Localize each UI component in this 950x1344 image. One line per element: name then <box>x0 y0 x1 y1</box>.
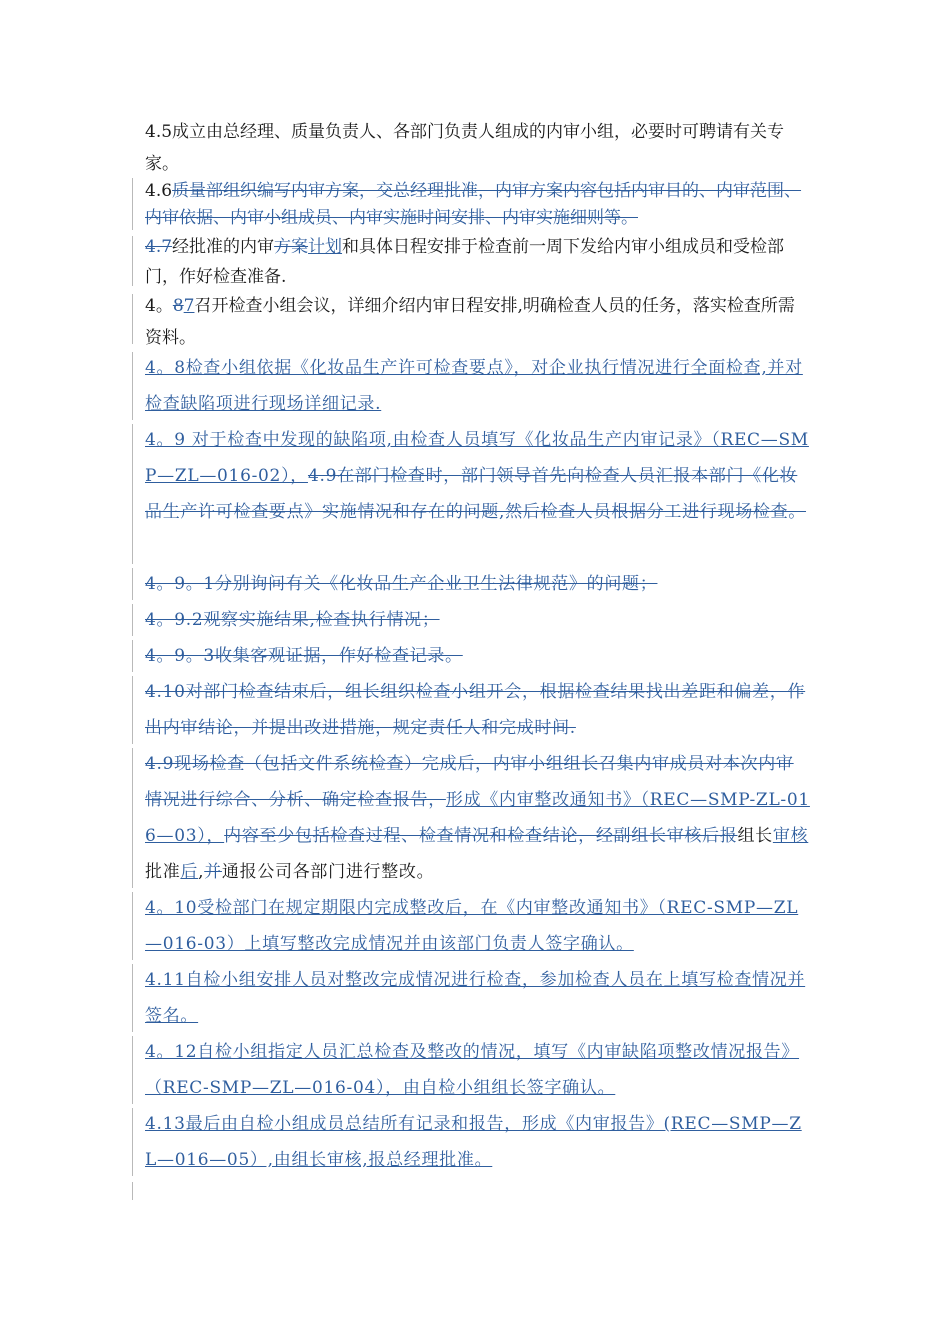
revision-bar <box>132 1036 133 1104</box>
deleted-text: 4.9现场检查（包括文件系统检查）完成后，内审小组组长召集内审成员对本次内审情况进行综合、分析、确定检查报告， <box>145 754 794 810</box>
deleted-text: 4。9。3收集客观证据，作好检查记录。 <box>145 646 463 666</box>
deleted-text: 内容至少包括检查过程、检查情况和检查结论，经副组长审核后报 <box>224 826 738 846</box>
paragraph-text: 和具体日程安排于检查前一周下发给内审小组成员和受检部门，作好检查准备. <box>145 237 785 287</box>
paragraph-4-6 <box>145 178 810 232</box>
paragraph-text: 通报公司各部门进行整改。 <box>221 862 435 882</box>
inserted-word: 审核 <box>772 826 809 846</box>
paragraph-text: 4.5成立由总经理、质量负责人、各部门负责人组成的内审小组，必要时可聘请有关专家。 <box>145 122 785 174</box>
deleted-number: 8 <box>172 296 184 316</box>
inserted-text: 形成《内审整改通知书》（REC—SMP-ZL-016—03）， <box>145 790 810 846</box>
deleted-clause-number: 4.7 <box>145 237 173 257</box>
revision-bar <box>132 1108 133 1176</box>
deleted-word: 方案 <box>274 237 309 257</box>
paragraph-text: , <box>198 862 205 882</box>
revision-bar <box>132 676 133 744</box>
paragraph-text: 批准 <box>145 862 181 882</box>
revision-bar <box>132 424 133 564</box>
revision-bar <box>132 748 133 888</box>
deleted-text: 质量部组织编写内审方案，交总经理批准，内审方案内容包括内审目的、内审范围、内审依据、内审小组成员、内审实施时间安排、内审实施细则等。 <box>145 181 802 228</box>
paragraph-4-5 <box>145 116 810 180</box>
revision-bar <box>132 178 133 230</box>
revision-bar <box>132 604 133 636</box>
deleted-text: 4。9。1分别询问有关《化妆品生产企业卫生法律规范》的问题； <box>145 574 658 594</box>
revision-bar <box>132 1182 133 1200</box>
inserted-text: 4。12自检小组指定人员汇总检查及整改的情况，填写《内审缺陷项整改情况报告》（REC-SMP—ZL—016-04），由自检小组组长签字确认。 <box>145 1042 800 1098</box>
paragraph-4-9-3 <box>145 638 810 674</box>
paragraph-4-7 <box>145 232 810 292</box>
inserted-number: 7 <box>183 296 195 316</box>
paragraph-4-9-1 <box>145 566 810 602</box>
revision-bar <box>132 352 133 420</box>
inserted-text: 4。9 对于检查中发现的缺陷项,由检查人员填写《化妆品生产内审记录》（REC—SMP—ZL—016-02）， <box>145 430 809 486</box>
paragraph-4-13 <box>145 1106 810 1178</box>
deleted-text: 4.10对部门检查结束后，组长组织检查小组开会，根据检查结果找出差距和偏差，作出内审结论，并提出改进措施，规定责任人和完成时间. <box>145 682 806 738</box>
inserted-text: 4。10受检部门在规定期限内完成整改后，在《内审整改通知书》（REC-SMP—ZL—016-03）上填写整改完成情况并由该部门负责人签字确认。 <box>145 898 799 954</box>
paragraph-4-8-meeting <box>145 290 810 354</box>
deleted-text: 4.9在部门检查时，部门领导首先向检查人员汇报本部门《化妆品生产许可检查要点》实施情况和存在的问题,然后检查人员根据分工进行现场检查。 <box>145 466 807 522</box>
inserted-text: 4。8检查小组依据《化妆品生产许可检查要点》，对企业执行情况进行全面检查,并对检查缺陷项进行现场详细记录. <box>145 358 803 414</box>
revision-bar <box>132 964 133 1032</box>
clause-number: 4。 <box>145 296 173 316</box>
paragraph-4-10-old <box>145 674 810 746</box>
paragraph-4-11 <box>145 962 810 1034</box>
paragraph-4-12 <box>145 1034 810 1106</box>
deleted-word: 并 <box>204 862 222 882</box>
paragraph-text: 召开检查小组会议，详细介绍内审日程安排,明确检查人员的任务，落实检查所需资料。 <box>145 296 795 348</box>
paragraph-4-10 <box>145 890 810 962</box>
paragraph-4-9-2 <box>145 602 810 638</box>
clause-number: 4.6 <box>145 181 173 201</box>
revision-bar <box>132 294 133 344</box>
deleted-text: 4。9.2观察实施结果,检查执行情况； <box>145 610 440 630</box>
paragraph-4-8-inspection <box>145 350 810 422</box>
paragraph-4-9-onsite <box>145 746 810 890</box>
revision-bar <box>132 568 133 600</box>
paragraph-text: 经批准的内审 <box>172 237 275 257</box>
revision-bar <box>132 640 133 672</box>
paragraph-text: 组长 <box>737 826 773 846</box>
inserted-text: 4.11自检小组安排人员对整改完成情况进行检查，参加检查人员在上填写检查情况并签名。 <box>145 970 806 1026</box>
inserted-word: 后 <box>180 862 199 882</box>
revision-bar <box>132 892 133 960</box>
inserted-text: 4.13最后由自检小组成员总结所有记录和报告，形成《内审报告》(REC—SMP—ZL—016—05）,由组长审核,报总经理批准。 <box>145 1114 802 1170</box>
paragraph-4-9 <box>145 422 810 530</box>
inserted-word: 计划 <box>308 237 343 257</box>
revision-bar <box>132 236 133 286</box>
